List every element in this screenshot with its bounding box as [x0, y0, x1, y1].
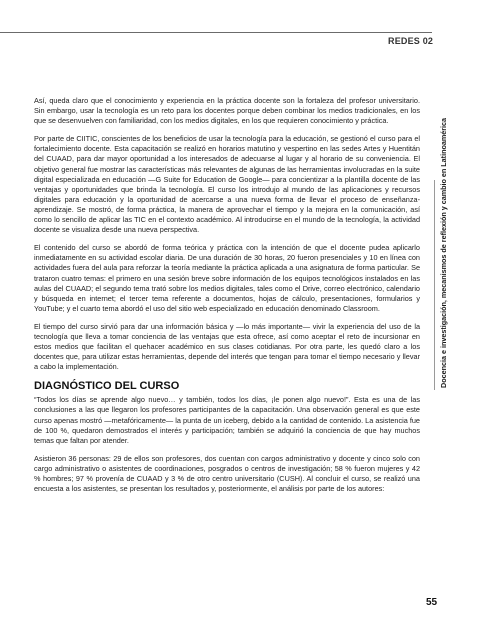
section-heading: DIAGNÓSTICO DEL CURSO — [34, 380, 180, 393]
paragraph: Por parte de CIITIC, conscientes de los beneficios de usar la tecnología para la educación, se gestionó el curso para el fortalecimiento docente. Esta capacitación se realizó en horarios matutino y vespertino en las sedes Artes y Huentitán del CUAAD, para dar mayor oportunidad a los interesados de adecuarse al lugar y al horario de su conveniencia. El objetivo general fue mostrar las características más relevantes de algunas de las herramientas involucradas en la suite digital especializada en educación —G Suite for Education de Google— para concientizar a la plantilla docente de las ventajas y oportunidades que brinda la tecnología. El curso los introdujo al mundo de las aplicaciones y recursos digitales para educación y la oportunidad de acercarse a una nueva forma de llevar el proceso de enseñanza-aprendizaje. Se mostró, de forma práctica, la manera de aprovechar el tiempo y la mejora en la comunicación, así como lo sencillo de aplicar las TIC en el contexto académico. Al introducirse en el mundo de la tecnología, la actividad docente se visualiza desde una nueva perspectiva. — [34, 134, 420, 235]
side-tab-text: Docencia e investigación, mecanismos de reflexión y cambio en Latinoamérica — [439, 117, 448, 388]
paragraph: El contenido del curso se abordó de forma teórica y práctica con la intención de que el docente pudea aplicarlo inmediatamente en su actividad escolar diaria. De una duración de 30 horas, 20 fueron presenciales y 10 en línea con actividades fuera del aula para reforzar la teoría mediante la práctica aplicada a una asignatura de forma particular. Se trataron cuatro temas: el primero en una sesión breve sobre información de los equipos tecnológicos instalados en las aulas del CUAAD; el segundo tema trató sobre los medios digitales, tales como el Drive, correo electrónico, calendario y búsqueda en internet; el tercer tema referente a documentos, hojas de cálculo, presentaciones, formularios y YouTube; y el cuarto tema abordó el uso del sitio web especializado en educación denominado Classroom. — [34, 243, 420, 313]
page-number: 55 — [426, 597, 438, 608]
paragraph: El tiempo del curso sirvió para dar una información básica y —lo más importante— vivir la experiencia del uso de la tecnología que lleva a tomar conciencia de las ventajas que esta ofrece, así como aceptar el reto de incursionar en estos medios que facilitan el quehacer académico en sus clases cotidianas. Por otra parte, les quedó claro a los docentes que, para utilizar estas herramientas, depende del interés que tengan para tomar el tiempo necesario y llevar a cabo la implementación. — [34, 321, 420, 372]
paragraph: “Todos los días se aprende algo nuevo… y también, todos los días, ¡le ponen algo nuevo!”. Esta es una de las conclusiones a las que llegaron los profesores participantes de la capacitación. Una observación general es que este curso apenas mostró —metafóricamente— la punta de un iceberg, debido a la cantidad de contenido. La asistencia fue de 100 %, quedaron demostrados el interés y participación; también se adquirió la conciencia de que hay muchos temas que faltan por atender. — [34, 395, 420, 445]
running-header: REDES 02 — [388, 36, 434, 46]
body-text — [34, 96, 420, 502]
header-rule — [0, 32, 432, 33]
paragraph: Así, queda claro que el conocimiento y experiencia en la práctica docente son la fortaleza del profesor universitario. Sin embargo, usar la tecnología es un reto para los docentes porque deben combinar los medios tradicionales, en los que se desenvuelven con familiaridad, con los medios digitales, en los que requieren conocimiento y práctica. — [34, 96, 420, 126]
paragraph: Asistieron 36 personas: 29 de ellos son profesores, dos cuentan con cargos administrativo y docente y cinco solo con cargo administrativo o asistentes de coordinaciones, posgrados o centros de investigación; 58 % fueron mujeres y 42 % hombres; 97 % provenía de CUAAD y 3 % de otro centro universitario (CUSH). Al concluir el curso, se realizó una encuesta a los asistentes, se presentan los resultados y, posteriormente, el análisis por parte de los autores: — [34, 453, 420, 494]
